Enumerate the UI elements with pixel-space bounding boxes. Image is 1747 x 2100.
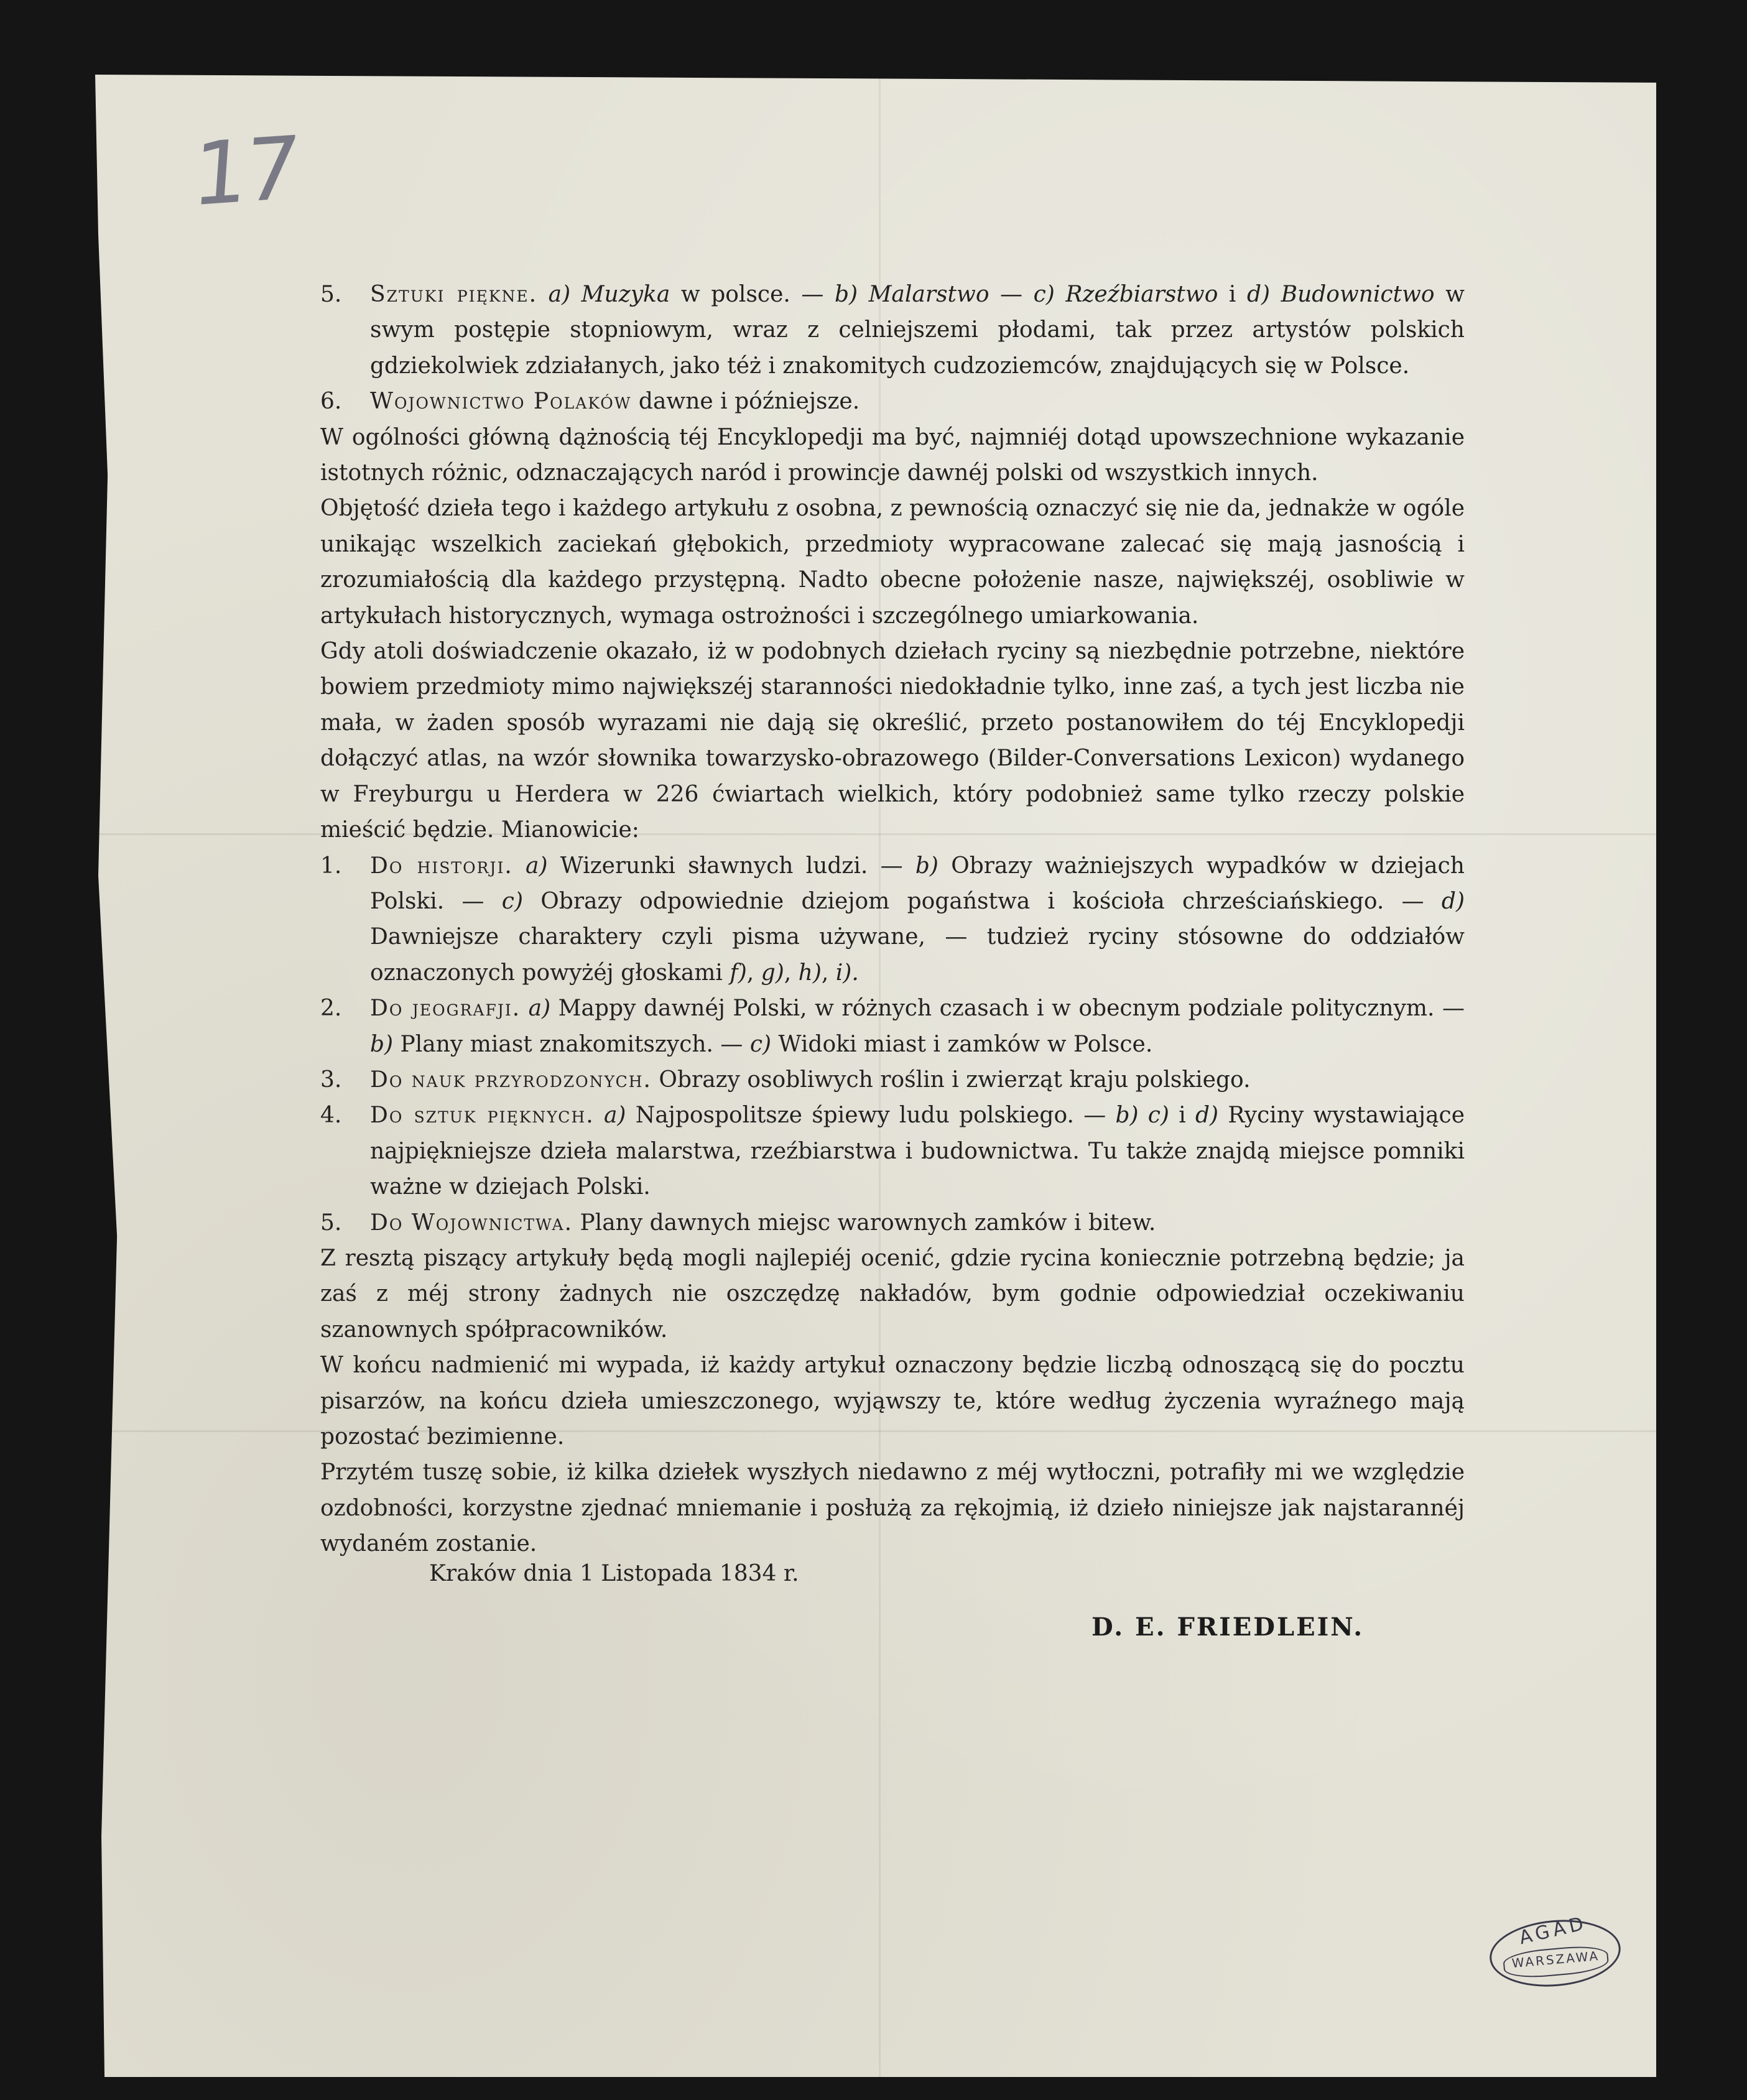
text-run: Obrazy osobliwych roślin i zwierząt kraju polskiego.: [651, 1066, 1251, 1093]
list-item: [320, 1098, 1465, 1205]
text-run: dawne i późniejsze.: [631, 389, 860, 415]
item-text: [370, 1062, 1465, 1098]
item-text: [370, 848, 1465, 991]
document-body: [320, 277, 1465, 1562]
text-run: c) Rzeźbiarstwo: [1033, 282, 1218, 307]
topic-list: [320, 277, 1465, 420]
list-item: [320, 384, 1465, 419]
paragraph: W ogólności główną dążnością téj Encyklopedji ma być, najmniéj dotąd upowszechnione wykazanie istotnych różnic, odznaczających naród i prowincje dawnéj polski od wszystkich innych.: [320, 424, 1465, 486]
text-run: a) Muzyka: [548, 282, 670, 307]
paragraph-group: [320, 420, 1465, 848]
text-run: Obrazy odpowiednie dziejom pogaństwa i kościoła chrześciańskiego. —: [523, 888, 1442, 914]
item-number: 1.: [320, 853, 342, 879]
atlas-list: [320, 848, 1465, 1241]
item-heading: Sztuki piękne.: [370, 282, 538, 307]
text-run: b): [370, 1031, 394, 1057]
text-run: d): [1441, 888, 1465, 914]
item-number: 5.: [320, 282, 342, 307]
text-run: [595, 1103, 604, 1128]
item-heading: Do sztuk pięknych.: [370, 1103, 595, 1129]
text-run: Ryciny wystawiające najpiękniejsze dzieła malarstwa, rzeźbiarstwa i budownictwa. Tu także znajdą miejsce pomniki ważne w dziejach Polski.: [370, 1103, 1465, 1200]
item-number: 4.: [320, 1103, 342, 1129]
text-run: Najpospolitsze śpiewy ludu polskiego. —: [626, 1103, 1116, 1129]
item-heading: Do nauk przyrodzonych.: [370, 1066, 652, 1093]
item-heading: Do historji.: [370, 853, 513, 879]
text-run: i: [1169, 1103, 1195, 1129]
text-run: w swym postępie stopniowym, wraz z celniejszemi płodami, tak przez artystów polskich gdziekolwiek zdziałanych, jako téż i znakomitych cudzoziemców, znajdujących się w Polsce.: [370, 282, 1465, 379]
text-run: d): [1195, 1103, 1219, 1129]
text-run: [513, 853, 526, 879]
text-run: [521, 996, 529, 1021]
signature: D. E. FRIEDLEIN.: [1091, 1612, 1365, 1642]
text-run: ,: [821, 960, 836, 986]
text-run: —: [989, 282, 1034, 307]
text-run: Obrazy ważniejszych wypadków w dziejach Polski. —: [370, 853, 1465, 914]
list-item: [320, 1205, 1465, 1241]
paragraph-group: [320, 1241, 1465, 1562]
date-line: Kraków dnia 1 Listopada 1834 r.: [429, 1561, 799, 1586]
text-run: Plany dawnych miejsc warownych zamków i bitew.: [573, 1210, 1156, 1236]
text-run: d) Budownictwo: [1246, 282, 1435, 307]
text-run: h): [798, 960, 822, 986]
text-run: b) Malarstwo: [834, 282, 989, 307]
list-item: [320, 1062, 1465, 1098]
text-run: c): [501, 888, 523, 914]
item-number: 5.: [320, 1210, 342, 1236]
item-text: [370, 991, 1465, 1062]
item-heading: Do jeografji.: [370, 996, 521, 1022]
item-text: [370, 1205, 1465, 1241]
paragraph: Gdy atoli doświadczenie okazało, iż w podobnych dziełach ryciny są niezbędnie potrzebne, niektóre bowiem przedmioty mimo największéj staranności niedokładnie tylko, inne zaś, a tych jest liczba nie mała, w żaden sposób wyrazami nie dają się określić, przeto postanowiłem do téj Encyklopedji dołączyć atlas, na wzór słownika towarzysko-obrazowego (Bilder-Conversations Lexicon) wydanego w Freyburgu u Herdera w 226 ćwiartach wielkich, który podobnież same tylko rzeczy polskie mieścić będzie. Mianowicie:: [320, 639, 1465, 843]
text-run: b): [915, 853, 938, 879]
item-text: [370, 277, 1465, 384]
stamp-text-bottom: WARSZAWA: [1511, 1948, 1600, 1971]
text-run: Dawniejsze charaktery czyli pisma używane, — tudzież ryciny stósowne do oddziałów oznaczonych powyżéj głoskami: [370, 924, 1465, 986]
text-run: w polsce. —: [670, 282, 835, 307]
text-run: a): [528, 996, 551, 1022]
stamp-text-top: AGAD: [1517, 1912, 1590, 1950]
item-heading: Do Wojownictwa.: [370, 1210, 573, 1236]
list-item: [320, 848, 1465, 991]
item-number: 3.: [320, 1066, 342, 1093]
text-run: i).: [835, 960, 859, 986]
text-run: Widoki miast i zamków w Polsce.: [771, 1031, 1153, 1057]
text-run: b) c): [1115, 1103, 1169, 1129]
item-heading: Wojownictwo Polaków: [370, 389, 632, 415]
item-text: [370, 1098, 1465, 1205]
text-run: f): [730, 960, 747, 986]
item-number: 6.: [320, 389, 342, 415]
text-run: ,: [784, 960, 799, 986]
text-run: [537, 282, 549, 307]
text-run: g): [761, 960, 784, 986]
text-run: Wizerunki sławnych ludzi. —: [547, 853, 915, 879]
list-item: [320, 991, 1465, 1062]
paragraph: Przytém tuszę sobie, iż kilka dziełek wyszłych niedawno z méj wytłoczni, potrafiły mi we względzie ozdobności, korzystne zjednać mniemanie i posłużą za rękojmią, iż dzieło niniejsze jak najstarannéj wydaném zostanie.: [320, 1459, 1465, 1557]
folio-number: 17: [188, 118, 300, 226]
text-run: Mappy dawnéj Polski, w różnych czasach i w obecnym podziale politycznym. —: [550, 996, 1465, 1022]
list-item: [320, 277, 1465, 384]
text-run: ,: [746, 960, 761, 986]
item-text: [370, 384, 1465, 419]
text-run: a): [526, 853, 548, 879]
item-number: 2.: [320, 996, 342, 1022]
paragraph: Objętość dzieła tego i każdego artykułu z osobna, z pewnością oznaczyć się nie da, jednakże w ogóle unikając wszelkich zaciekań głębokich, przedmioty wypracowane zalecać się mają jasnością i zrozumiałością dla każdego przystępną. Nadto obecne położenie nasze, największéj, osobliwie w artykułach historycznych, wymaga ostrożności i szczególnego umiarkowania.: [320, 496, 1465, 629]
paragraph: W końcu nadmienić mi wypada, iż każdy artykuł oznaczony będzie liczbą odnoszącą się do pocztu pisarzów, na końcu dzieła umieszczonego, wyjąwszy te, które według życzenia wyraźnego mają pozostać bezimienne.: [320, 1353, 1465, 1450]
text-run: a): [603, 1103, 626, 1129]
text-run: i: [1218, 282, 1247, 307]
text-run: Plany miast znakomitszych. —: [393, 1031, 750, 1057]
text-run: c): [749, 1031, 772, 1057]
paragraph: Z resztą piszący artykuły będą mogli najlepiéj ocenić, gdzie rycina koniecznie potrzebną będzie; ja zaś z méj strony żadnych nie oszczędzę nakładów, bym godnie odpowiedział oczekiwaniu szanownych spółpracowników.: [320, 1245, 1465, 1343]
